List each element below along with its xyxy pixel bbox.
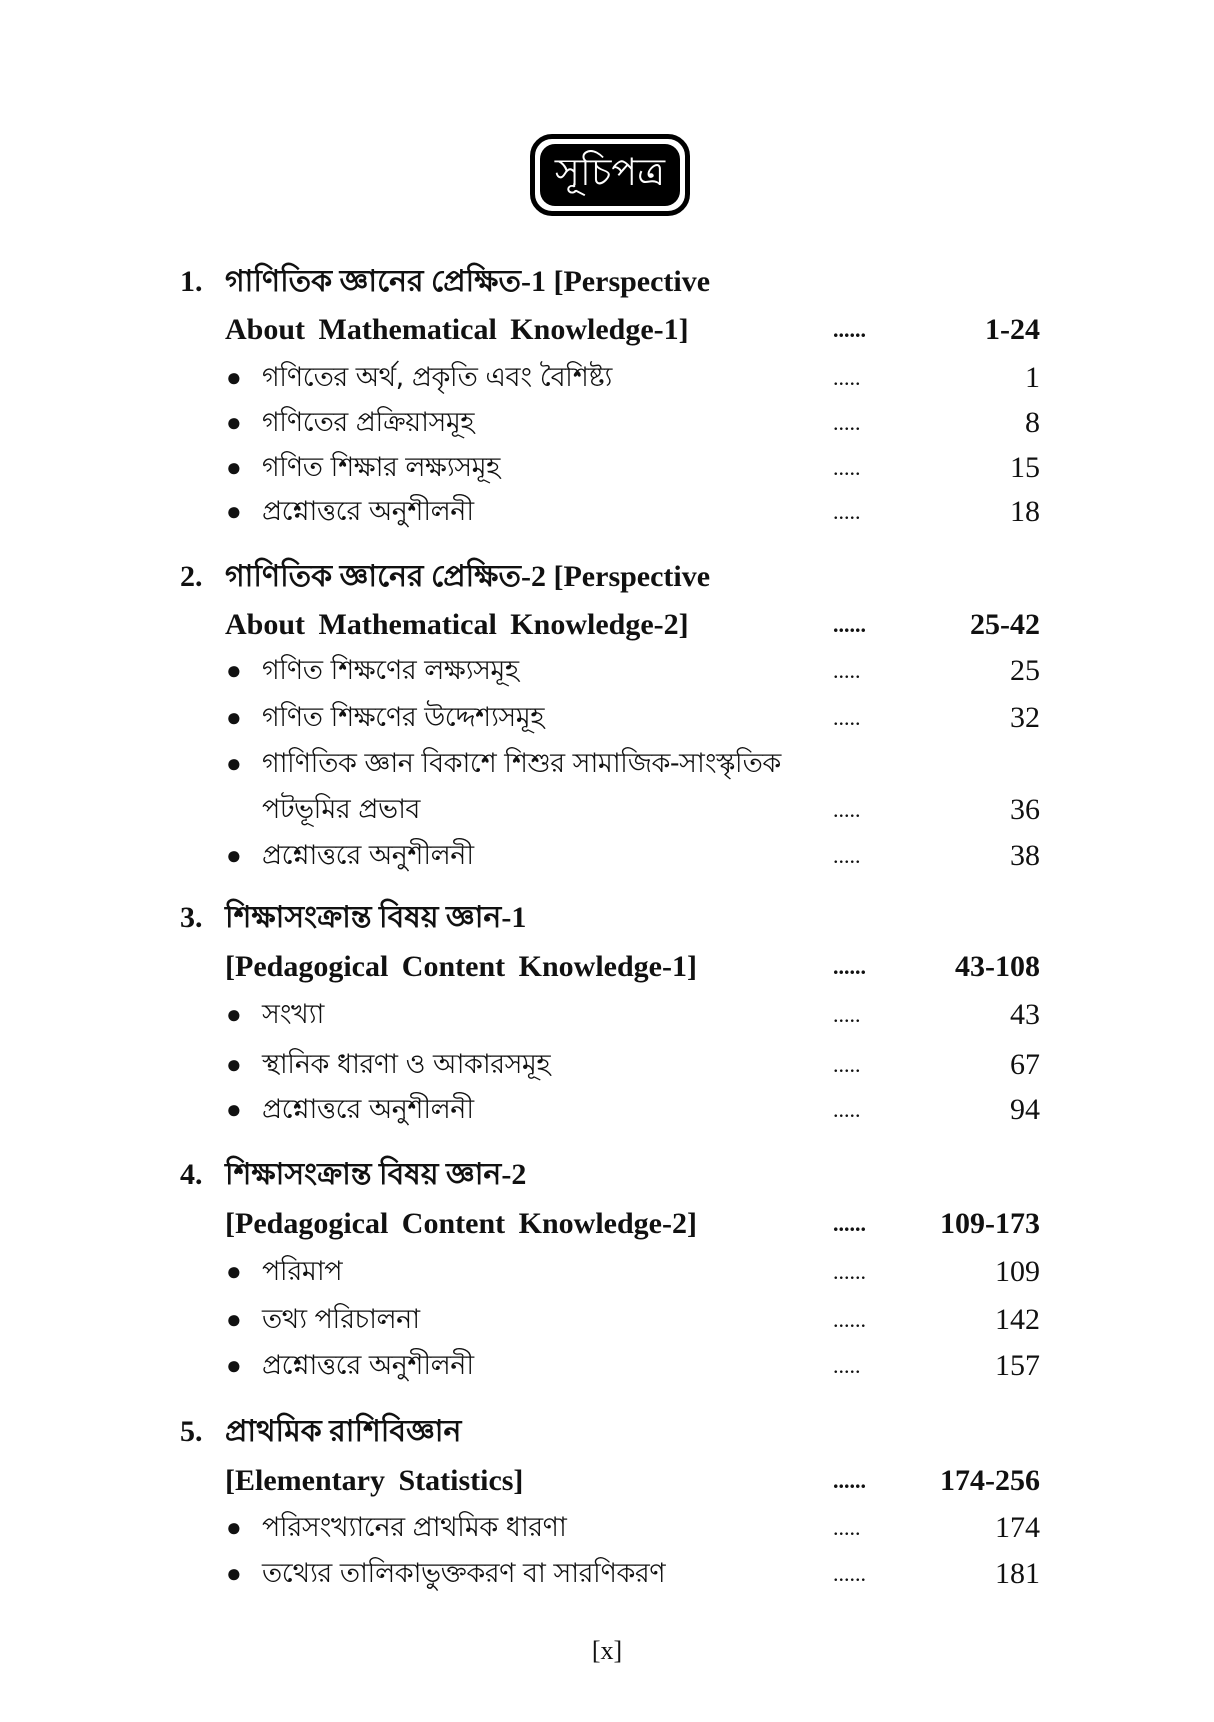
page-title: সূচিপত্র: [540, 144, 680, 206]
bullet-icon: ●: [226, 1257, 242, 1286]
page-number: 1: [1025, 361, 1040, 394]
chapter-entry[interactable]: [0, 1202, 1214, 1246]
dot-leader: .....: [833, 1002, 861, 1027]
page-number: 25: [1010, 654, 1040, 687]
page-footer-number: [x]: [591, 1636, 623, 1665]
item-label: তথ্য পরিচালনা: [262, 1304, 420, 1335]
dot-leader: .....: [833, 658, 861, 683]
chapter-title-en: About Mathematical Knowledge-1]: [225, 313, 689, 346]
chapter-entry[interactable]: [0, 1459, 1214, 1503]
dot-leader: .....: [833, 1052, 861, 1077]
dot-leader: .....: [833, 1515, 861, 1540]
item-label: গণিত শিক্ষণের উদ্দেশ্যসমূহ: [262, 702, 544, 733]
chapter-number: 3.: [180, 901, 203, 934]
toc-item[interactable]: [0, 834, 1214, 878]
toc-item[interactable]: [0, 1552, 1214, 1596]
toc-item[interactable]: [0, 993, 1214, 1037]
dot-leader: ......: [833, 1211, 866, 1236]
dot-leader: ......: [833, 317, 866, 342]
bullet-icon: ●: [226, 1095, 242, 1124]
toc-item[interactable]: [0, 1088, 1214, 1132]
page-number: 8: [1025, 406, 1040, 439]
toc-item[interactable]: [0, 401, 1214, 445]
dot-leader: ......: [833, 612, 866, 637]
toc-item[interactable]: [0, 1250, 1214, 1294]
chapter-heading: [0, 896, 1214, 940]
chapter-title-bn: গাণিতিক জ্ঞানের প্রেক্ষিত-2 [Perspective: [225, 560, 711, 593]
dot-leader: .....: [833, 1097, 861, 1122]
item-label: গাণিতিক জ্ঞান বিকাশে শিশুর সামাজিক-সাংস্কৃতিক: [262, 748, 781, 779]
chapter-heading: [0, 260, 1214, 304]
bullet-icon: ●: [226, 497, 242, 526]
dot-leader: .....: [833, 843, 861, 868]
item-label: গণিতের অর্থ, প্রকৃতি এবং বৈশিষ্ট্য: [262, 362, 612, 393]
dot-leader: .....: [833, 797, 861, 822]
chapter-heading: [0, 555, 1214, 599]
item-label: গণিতের প্রক্রিয়াসমূহ: [262, 407, 474, 438]
chapter-title-bn: শিক্ষাসংক্রান্ত বিষয় জ্ঞান-2: [225, 1158, 527, 1191]
item-label: পরিমাপ: [262, 1256, 343, 1287]
dot-leader: ......: [833, 1468, 866, 1493]
bullet-icon: ●: [226, 656, 242, 685]
page-number: 43: [1010, 998, 1040, 1031]
page-number: 15: [1010, 451, 1040, 484]
dot-leader: .....: [833, 705, 861, 730]
page-number: 32: [1010, 701, 1040, 734]
toc-item[interactable]: [0, 446, 1214, 490]
toc-item[interactable]: [0, 1344, 1214, 1388]
chapter-entry[interactable]: [0, 603, 1214, 647]
dot-leader: .....: [833, 365, 861, 390]
page-number: 94: [1010, 1093, 1040, 1126]
toc-item[interactable]: [0, 696, 1214, 740]
item-label-line2: পটভূমির প্রভাব: [262, 794, 420, 825]
bullet-icon: ●: [226, 1559, 242, 1588]
page-range: 43-108: [955, 950, 1040, 983]
bullet-icon: ●: [226, 1000, 242, 1029]
chapter-number: 4.: [180, 1158, 203, 1191]
bullet-icon: ●: [226, 749, 242, 778]
bullet-icon: ●: [226, 1351, 242, 1380]
dot-leader: .....: [833, 410, 861, 435]
toc-item[interactable]: [0, 356, 1214, 400]
item-label: প্রশ্নোত্তরে অনুশীলনী: [262, 1350, 474, 1381]
chapter-heading: [0, 1153, 1214, 1197]
bullet-icon: ●: [226, 841, 242, 870]
dot-leader: .....: [833, 499, 861, 524]
page-number: 38: [1010, 839, 1040, 872]
chapter-number: 2.: [180, 560, 203, 593]
chapter-title-en: About Mathematical Knowledge-2]: [225, 608, 689, 641]
bullet-icon: ●: [226, 1513, 242, 1542]
bullet-icon: ●: [226, 363, 242, 392]
chapter-number: 1.: [180, 265, 203, 298]
dot-leader: ......: [833, 954, 866, 979]
page-number: 36: [1010, 793, 1040, 826]
page-number: 142: [995, 1303, 1040, 1336]
chapter-title-bn: গাণিতিক জ্ঞানের প্রেক্ষিত-1 [Perspective: [225, 265, 711, 298]
chapter-number: 5.: [180, 1415, 203, 1448]
item-label: স্থানিক ধারণা ও আকারসমূহ: [262, 1049, 551, 1080]
chapter-title-en: [Elementary Statistics]: [225, 1464, 524, 1497]
bullet-icon: ●: [226, 453, 242, 482]
chapter-title-bn: শিক্ষাসংক্রান্ত বিষয় জ্ঞান-1: [225, 901, 527, 934]
bullet-icon: ●: [226, 1305, 242, 1334]
toc-item[interactable]: [0, 1043, 1214, 1087]
item-label: প্রশ্নোত্তরে অনুশীলনী: [262, 496, 474, 527]
page-range: 109-173: [940, 1207, 1040, 1240]
item-label: পরিসংখ্যানের প্রাথমিক ধারণা: [262, 1512, 567, 1543]
chapter-title-en: [Pedagogical Content Knowledge-1]: [225, 950, 697, 983]
bullet-icon: ●: [226, 408, 242, 437]
chapter-title-en: [Pedagogical Content Knowledge-2]: [225, 1207, 697, 1240]
chapter-heading: [0, 1410, 1214, 1454]
page-number: 67: [1010, 1048, 1040, 1081]
dot-leader: .....: [833, 1353, 861, 1378]
item-label: প্রশ্নোত্তরে অনুশীলনী: [262, 1094, 474, 1125]
page-number: 109: [995, 1255, 1040, 1288]
dot-leader: ......: [833, 1561, 866, 1586]
toc-item[interactable]: [0, 490, 1214, 534]
dot-leader: ......: [833, 1307, 866, 1332]
item-label: সংখ্যা: [262, 999, 324, 1030]
page-number: 157: [995, 1349, 1040, 1382]
bullet-icon: ●: [226, 703, 242, 732]
page-range: 25-42: [970, 608, 1040, 641]
title-box: [530, 134, 690, 216]
chapter-title-bn: প্রাথমিক রাশিবিজ্ঞান: [225, 1415, 462, 1448]
item-label: গণিত শিক্ষণের লক্ষ্যসমূহ: [262, 655, 519, 686]
page-number: 174: [995, 1511, 1040, 1544]
toc-item-continuation[interactable]: [0, 788, 1214, 832]
toc-item[interactable]: [0, 649, 1214, 693]
chapter-entry[interactable]: [0, 945, 1214, 989]
item-label: গণিত শিক্ষার লক্ষ্যসমূহ: [262, 452, 500, 483]
page-range: 1-24: [985, 313, 1040, 346]
page-number: 181: [995, 1557, 1040, 1590]
item-label: প্রশ্নোত্তরে অনুশীলনী: [262, 840, 474, 871]
toc-item[interactable]: [0, 1298, 1214, 1342]
chapter-entry[interactable]: [0, 308, 1214, 352]
page-number: 18: [1010, 495, 1040, 528]
item-label: তথ্যের তালিকাভুক্তকরণ বা সারণিকরণ: [262, 1558, 666, 1589]
page-range: 174-256: [940, 1464, 1040, 1497]
dot-leader: .....: [833, 455, 861, 480]
toc-item[interactable]: [0, 1506, 1214, 1550]
bullet-icon: ●: [226, 1050, 242, 1079]
toc-item[interactable]: [0, 742, 1214, 786]
dot-leader: ......: [833, 1259, 866, 1284]
